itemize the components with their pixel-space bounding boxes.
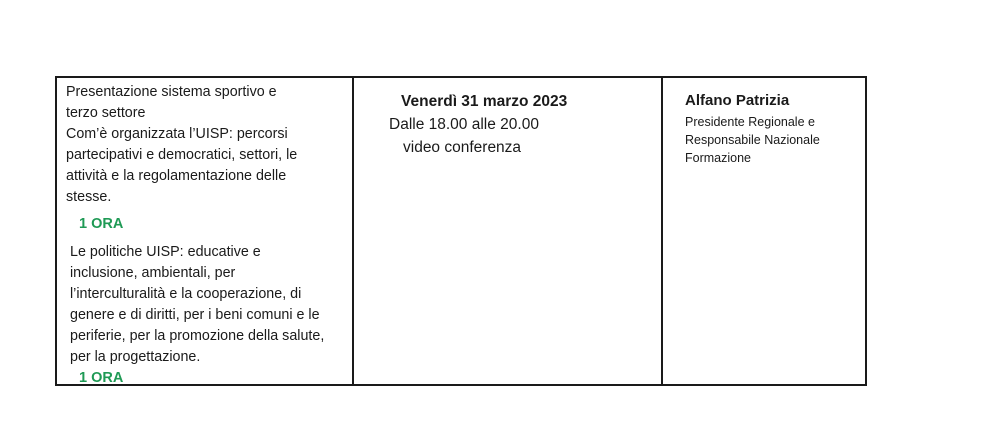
date-cell	[354, 78, 663, 384]
speaker-cell	[663, 78, 865, 384]
speaker-name: Alfano Patrizia	[685, 92, 790, 109]
session-mode: video conferenza	[403, 139, 522, 156]
topic-cell	[57, 78, 354, 384]
schedule-table	[55, 76, 867, 386]
session-time: Dalle 18.00 alle 20.00	[389, 116, 539, 133]
session-date: Venerdì 31 marzo 2023	[401, 93, 568, 110]
duration-label-1: 1 ORA	[79, 216, 124, 232]
speaker-role: Presidente Regionale e Responsabile Nazionale Formazione	[685, 115, 820, 165]
topic-description-2: Le politiche UISP: educative e inclusione, ambientali, per l’interculturalità e la cooperazione, di genere e di diritti, per i beni comuni e le periferie, per la promozione della salute, per la progettazione.	[70, 244, 325, 365]
duration-label-2: 1 ORA	[79, 370, 124, 386]
topic-description-1: Presentazione sistema sportivo e terzo settore Com’è organizzata l’UISP: percorsi partecipativi e democratici, settori, le attività e la regolamentazione delle stesse.	[66, 84, 298, 205]
